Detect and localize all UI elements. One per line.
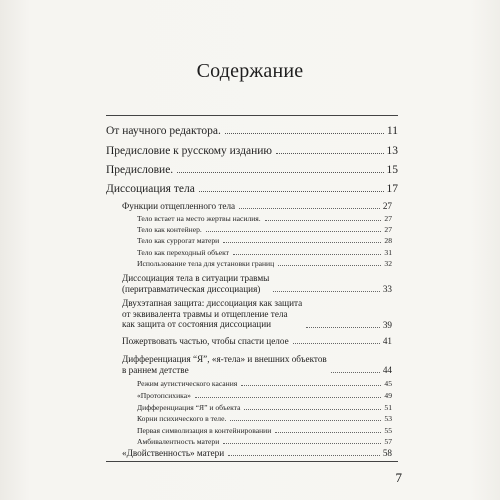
- toc-entry-page: 45: [384, 379, 392, 388]
- dot-leader: [239, 208, 380, 209]
- toc-entry[interactable]: [137, 379, 392, 388]
- toc-entry[interactable]: [122, 354, 392, 375]
- toc-entry-page: 27: [384, 225, 392, 234]
- toc-entry-title: Тело как переходный объект: [137, 248, 229, 257]
- toc-entry-page: 28: [384, 236, 392, 245]
- toc-entry-page: 31: [384, 248, 392, 257]
- toc-entry-title: Функции отщепленного тела: [122, 201, 236, 211]
- toc-entry[interactable]: [106, 183, 398, 195]
- toc-entry-title: Диссоциация тела в ситуации травмы (перитравматическая диссоциация): [122, 273, 270, 294]
- toc-entry[interactable]: [137, 437, 392, 446]
- toc-entry[interactable]: [137, 426, 392, 435]
- page-title: Содержание: [196, 60, 304, 82]
- toc-entry-title: Корни психического в теле.: [137, 414, 227, 423]
- toc-entry[interactable]: [122, 298, 392, 330]
- dot-leader: [244, 409, 381, 410]
- toc-entry-title: Пожертвовать частью, чтобы спасти целое: [122, 336, 289, 346]
- toc-entry[interactable]: [137, 236, 392, 245]
- toc-entry[interactable]: [106, 164, 398, 176]
- dot-leader: [177, 172, 383, 173]
- dot-leader: [273, 291, 379, 292]
- dot-leader: [230, 420, 381, 421]
- dot-leader: [233, 254, 381, 255]
- toc-entry[interactable]: [137, 225, 392, 234]
- toc-entry-title: Двухэтапная защита: диссоциация как защита от эквивалента травмы и отщепление тела как защита от состояния диссоциации: [122, 298, 303, 330]
- toc-entry[interactable]: [122, 448, 392, 458]
- toc-entry[interactable]: [137, 414, 392, 423]
- toc-entry-title: Диссоциация тела: [106, 183, 195, 195]
- dot-leader: [195, 397, 382, 398]
- toc-entry-page: 17: [386, 183, 398, 195]
- dot-leader: [241, 385, 381, 386]
- page-number: 7: [395, 470, 402, 485]
- toc-entry[interactable]: [122, 201, 392, 211]
- toc-entry-title: Первая символизация в контейнировании: [137, 426, 272, 435]
- toc-entry-title: Тело встает на место жертвы насилия.: [137, 214, 261, 223]
- toc-entry-page: 53: [384, 414, 392, 423]
- toc-entry-title: Предисловие.: [106, 164, 174, 176]
- toc-entry-page: 15: [386, 164, 398, 176]
- toc-entry-title: «Двойственность» матери: [122, 448, 225, 458]
- toc-entry-page: 55: [384, 426, 392, 435]
- toc-entry-page: 58: [382, 448, 392, 458]
- toc-entry-page: 27: [384, 214, 392, 223]
- bottom-rule: [106, 461, 398, 462]
- toc-entry-page: 51: [384, 403, 392, 412]
- toc-entry-page: 39: [382, 319, 392, 330]
- toc-entry-title: Тело как контейнер.: [137, 225, 202, 234]
- toc-entry-title: Использование тела для установки границ: [137, 259, 275, 268]
- toc-entry[interactable]: [137, 391, 392, 400]
- toc-entry-title: Дифференциация “Я” и объекта: [137, 403, 241, 412]
- toc-entry-page: 49: [384, 391, 392, 400]
- toc-entry-title: От научного редактора.: [106, 125, 221, 137]
- toc-entry[interactable]: [137, 248, 392, 257]
- dot-leader: [223, 443, 381, 444]
- dot-leader: [276, 153, 384, 154]
- dot-leader: [293, 343, 380, 344]
- toc-entry-title: Тело как суррогат матери: [137, 236, 220, 245]
- toc-entry[interactable]: [137, 259, 392, 268]
- dot-leader: [206, 231, 382, 232]
- dot-leader: [225, 133, 384, 134]
- dot-leader: [265, 220, 382, 221]
- toc-entry-title: Предисловие к русскому изданию: [106, 145, 272, 157]
- toc-entry-page: 32: [384, 259, 392, 268]
- dot-leader: [199, 191, 384, 192]
- dot-leader: [223, 242, 381, 243]
- dot-leader: [275, 432, 381, 433]
- toc-entry-page: 11: [386, 125, 398, 137]
- toc-entry-page: 41: [382, 336, 392, 346]
- toc-entry-page: 57: [384, 437, 392, 446]
- toc-entry[interactable]: [122, 273, 392, 294]
- dot-leader: [228, 455, 380, 456]
- toc-entry[interactable]: [106, 145, 398, 157]
- toc-entry-page: 44: [382, 365, 392, 376]
- toc-entry-page: 27: [382, 201, 392, 211]
- dot-leader: [306, 327, 380, 328]
- toc-entry-page: 13: [386, 145, 398, 157]
- toc-entry-title: Режим аутистического касания: [137, 379, 238, 388]
- toc-entry[interactable]: [122, 336, 392, 346]
- toc-entry-title: «Протопсихика»: [137, 391, 191, 400]
- toc-entry-title: Амбивалентность матери: [137, 437, 220, 446]
- dot-leader: [331, 372, 380, 373]
- toc-entry[interactable]: [137, 214, 392, 223]
- dot-leader: [278, 265, 381, 266]
- toc-entry[interactable]: [106, 125, 398, 137]
- toc-entry-page: 33: [382, 284, 392, 295]
- toc-entry-title: Дифференциация “Я”, «я-тела» и внешних объектов в раннем детстве: [122, 354, 327, 375]
- toc-entry[interactable]: [137, 403, 392, 412]
